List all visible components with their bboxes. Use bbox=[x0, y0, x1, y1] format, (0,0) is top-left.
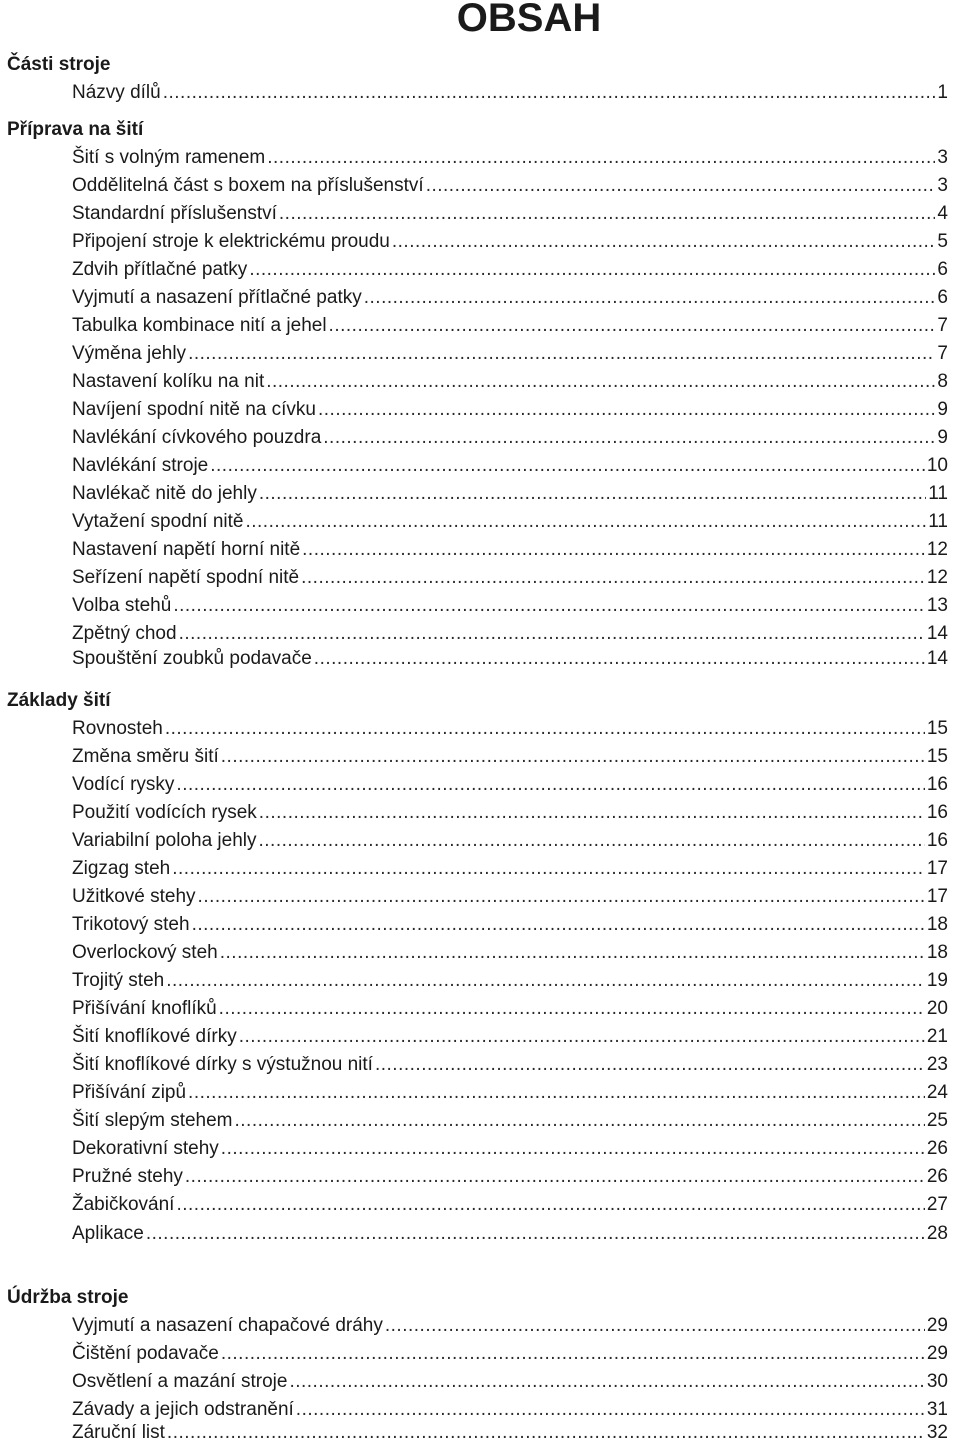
dot-leader bbox=[259, 800, 925, 826]
toc-entry-label: Trojitý steh bbox=[72, 970, 165, 991]
toc-entry-label: Nastavení kolíku na nit bbox=[72, 371, 265, 392]
toc-entry[interactable] bbox=[72, 621, 948, 647]
dot-leader bbox=[266, 369, 935, 395]
toc-entry-page: 32 bbox=[926, 1422, 948, 1443]
toc-entry[interactable] bbox=[72, 1052, 948, 1078]
toc-entry-label: Navíjení spodní nitě na cívku bbox=[72, 399, 316, 420]
toc-entry-page: 8 bbox=[937, 371, 948, 392]
toc-entry-page: 15 bbox=[926, 718, 948, 739]
toc-entry-label: Výměna jehly bbox=[72, 343, 187, 364]
dot-leader bbox=[314, 646, 925, 672]
dot-leader bbox=[221, 1341, 925, 1367]
toc-entry[interactable] bbox=[72, 1192, 948, 1218]
dot-leader bbox=[239, 1024, 925, 1050]
dot-leader bbox=[249, 257, 935, 283]
toc-entry[interactable] bbox=[72, 744, 948, 770]
dot-leader bbox=[172, 856, 925, 882]
toc-entry-label: Záruční list bbox=[72, 1422, 165, 1443]
dot-leader bbox=[318, 397, 935, 423]
toc-entry-page: 13 bbox=[926, 595, 948, 616]
toc-entry[interactable] bbox=[72, 1080, 948, 1106]
dot-leader bbox=[302, 537, 925, 563]
toc-entry[interactable] bbox=[72, 646, 948, 672]
toc-entry-page: 20 bbox=[926, 998, 948, 1019]
toc-entry[interactable] bbox=[72, 940, 948, 966]
section-heading-zaklady-siti: Základy šití bbox=[7, 690, 111, 711]
dot-leader bbox=[220, 940, 925, 966]
dot-leader bbox=[329, 313, 936, 339]
toc-entry[interactable] bbox=[72, 397, 948, 423]
toc-entry[interactable] bbox=[72, 537, 948, 563]
dot-leader bbox=[364, 285, 936, 311]
toc-entry-label: Šití s volným ramenem bbox=[72, 147, 266, 168]
toc-entry-page: 28 bbox=[926, 1223, 948, 1244]
dot-leader bbox=[165, 716, 925, 742]
toc-entry-page: 15 bbox=[926, 746, 948, 767]
toc-entry[interactable] bbox=[72, 313, 948, 339]
toc-entry-label: Vytažení spodní nitě bbox=[72, 511, 244, 532]
toc-entry-label: Přišívání zipů bbox=[72, 1082, 187, 1103]
toc-entry-label: Navlékač nitě do jehly bbox=[72, 483, 257, 504]
toc-entry-label: Aplikace bbox=[72, 1223, 144, 1244]
toc-entry-label: Trikotový steh bbox=[72, 914, 190, 935]
dot-leader bbox=[188, 1080, 925, 1106]
toc-entry[interactable] bbox=[72, 565, 948, 591]
dot-leader bbox=[176, 772, 924, 798]
toc-entry-label: Seřízení napětí spodní nitě bbox=[72, 567, 300, 588]
dot-leader bbox=[259, 481, 926, 507]
toc-entry-label: Změna směru šití bbox=[72, 746, 219, 767]
toc-entry-page: 4 bbox=[937, 203, 948, 224]
toc-entry-page: 9 bbox=[937, 399, 948, 420]
toc-entry-page: 26 bbox=[926, 1138, 948, 1159]
toc-entry-page: 10 bbox=[926, 455, 948, 476]
toc-entry-label: Volba stehů bbox=[72, 595, 172, 616]
dot-leader bbox=[198, 884, 925, 910]
toc-entry[interactable] bbox=[72, 1369, 948, 1395]
toc-entry[interactable] bbox=[72, 593, 948, 619]
toc-entry-page: 17 bbox=[926, 858, 948, 879]
toc-entry-page: 3 bbox=[937, 147, 948, 168]
toc-entry-page: 7 bbox=[937, 315, 948, 336]
dot-leader bbox=[235, 1108, 925, 1134]
dot-leader bbox=[426, 173, 936, 199]
toc-entry[interactable] bbox=[72, 201, 948, 227]
toc-entry-label: Tabulka kombinace nití a jehel bbox=[72, 315, 327, 336]
toc-entry-page: 30 bbox=[926, 1371, 948, 1392]
toc-entry-label: Přišívání knoflíků bbox=[72, 998, 217, 1019]
toc-entry[interactable] bbox=[72, 369, 948, 395]
toc-entry[interactable] bbox=[72, 716, 948, 742]
toc-entry-page: 16 bbox=[926, 830, 948, 851]
toc-entry-page: 23 bbox=[926, 1054, 948, 1075]
toc-entry-label: Zdvih přítlačné patky bbox=[72, 259, 248, 280]
dot-leader bbox=[375, 1052, 925, 1078]
toc-entry[interactable] bbox=[72, 285, 948, 311]
dot-leader bbox=[221, 744, 925, 770]
toc-entry-page: 27 bbox=[926, 1194, 948, 1215]
toc-entry[interactable] bbox=[72, 425, 948, 451]
dot-leader bbox=[301, 565, 925, 591]
toc-entry-label: Dekorativní stehy bbox=[72, 1138, 219, 1159]
toc-entry[interactable] bbox=[72, 453, 948, 479]
toc-entry-page: 3 bbox=[937, 175, 948, 196]
dot-leader bbox=[188, 341, 935, 367]
toc-entry-label: Vyjmutí a nasazení přítlačné patky bbox=[72, 287, 362, 308]
toc-entry-page: 18 bbox=[926, 942, 948, 963]
toc-entry[interactable] bbox=[72, 800, 948, 826]
toc-entry-page: 14 bbox=[926, 648, 948, 669]
toc-entry[interactable] bbox=[72, 173, 948, 199]
toc-entry-label: Připojení stroje k elektrickému proudu bbox=[72, 231, 390, 252]
toc-entry-label: Použití vodících rysek bbox=[72, 802, 257, 823]
dot-leader bbox=[210, 453, 925, 479]
toc-entry-label: Zpětný chod bbox=[72, 623, 177, 644]
dot-leader bbox=[185, 1164, 925, 1190]
dot-leader bbox=[259, 828, 925, 854]
dot-leader bbox=[163, 80, 936, 106]
toc-entry-page: 19 bbox=[926, 970, 948, 991]
toc-entry-page: 16 bbox=[926, 802, 948, 823]
dot-leader bbox=[267, 145, 935, 171]
toc-entry[interactable] bbox=[72, 229, 948, 255]
toc-entry[interactable] bbox=[72, 996, 948, 1022]
toc-entry-label: Navlékání cívkového pouzdra bbox=[72, 427, 322, 448]
toc-entry-label: Zigzag steh bbox=[72, 858, 171, 879]
toc-entry-label: Závady a jejich odstranění bbox=[72, 1399, 294, 1420]
toc-entry-label: Názvy dílů bbox=[72, 82, 161, 103]
toc-entry-label: Šití slepým stehem bbox=[72, 1110, 233, 1131]
toc-entry[interactable] bbox=[72, 341, 948, 367]
toc-entry-page: 31 bbox=[926, 1399, 948, 1420]
section-heading-casti-stroje: Části stroje bbox=[7, 54, 111, 75]
toc-entry-page: 12 bbox=[926, 567, 948, 588]
toc-entry[interactable] bbox=[72, 968, 948, 994]
toc-entry[interactable] bbox=[72, 145, 948, 171]
toc-entry[interactable] bbox=[72, 1221, 948, 1247]
dot-leader bbox=[166, 968, 925, 994]
dot-leader bbox=[392, 229, 936, 255]
toc-entry-label: Nastavení napětí horní nitě bbox=[72, 539, 301, 560]
toc-entry-label: Oddělitelná část s boxem na příslušenství bbox=[72, 175, 424, 196]
toc-entry[interactable] bbox=[72, 257, 948, 283]
toc-entry-page: 18 bbox=[926, 914, 948, 935]
toc-entry[interactable] bbox=[72, 1136, 948, 1162]
toc-entry-label: Osvětlení a mazání stroje bbox=[72, 1371, 288, 1392]
toc-entry-page: 14 bbox=[926, 623, 948, 644]
dot-leader bbox=[179, 621, 925, 647]
toc-entry[interactable] bbox=[72, 1341, 948, 1367]
toc-entry-label: Čištění podavače bbox=[72, 1343, 219, 1364]
dot-leader bbox=[219, 996, 925, 1022]
toc-entry-page: 6 bbox=[937, 287, 948, 308]
toc-entry-page: 5 bbox=[937, 231, 948, 252]
toc-entry-label: Rovnosteh bbox=[72, 718, 163, 739]
section-heading-priprava-na-siti: Příprava na šití bbox=[7, 119, 144, 140]
toc-entry-label: Variabilní poloha jehly bbox=[72, 830, 257, 851]
toc-entry-page: 9 bbox=[937, 427, 948, 448]
dot-leader bbox=[146, 1221, 925, 1247]
toc-entry-label: Spouštění zoubků podavače bbox=[72, 648, 312, 669]
toc-entry-page: 16 bbox=[926, 774, 948, 795]
toc-entry[interactable] bbox=[72, 772, 948, 798]
toc-entry[interactable] bbox=[72, 1313, 948, 1339]
dot-leader bbox=[279, 201, 936, 227]
toc-entry-page: 7 bbox=[937, 343, 948, 364]
dot-leader bbox=[173, 593, 925, 619]
dot-leader bbox=[323, 425, 935, 451]
dot-leader bbox=[167, 1420, 925, 1446]
toc-entry-page: 26 bbox=[926, 1166, 948, 1187]
toc-entry-page: 1 bbox=[937, 82, 948, 103]
toc-entry-label: Vyjmutí a nasazení chapačové dráhy bbox=[72, 1315, 383, 1336]
toc-entry-page: 17 bbox=[926, 886, 948, 907]
page-title: OBSAH bbox=[456, 0, 602, 40]
toc-entry-page: 6 bbox=[937, 259, 948, 280]
toc-entry-label: Pružné stehy bbox=[72, 1166, 183, 1187]
dot-leader bbox=[289, 1369, 924, 1395]
toc-entry-label: Šití knoflíkové dírky s výstužnou nití bbox=[72, 1054, 373, 1075]
toc-entry[interactable] bbox=[72, 481, 948, 507]
toc-entry-page: 25 bbox=[926, 1110, 948, 1131]
toc-entry[interactable] bbox=[72, 912, 948, 938]
dot-leader bbox=[385, 1313, 925, 1339]
toc-entry-page: 29 bbox=[926, 1343, 948, 1364]
section-heading-udrzba-stroje: Údržba stroje bbox=[7, 1287, 129, 1308]
dot-leader bbox=[245, 509, 926, 535]
toc-entry-label: Užitkové stehy bbox=[72, 886, 196, 907]
toc-entry-page: 24 bbox=[926, 1082, 948, 1103]
dot-leader bbox=[192, 912, 925, 938]
toc-entry-label: Overlockový steh bbox=[72, 942, 218, 963]
toc-entry[interactable] bbox=[72, 1024, 948, 1050]
toc-entry[interactable] bbox=[72, 80, 948, 106]
dot-leader bbox=[176, 1192, 924, 1218]
toc-entry-page: 21 bbox=[926, 1026, 948, 1047]
toc-entry-label: Žabičkování bbox=[72, 1194, 175, 1215]
toc-entry-page: 29 bbox=[926, 1315, 948, 1336]
toc-entry-label: Navlékání stroje bbox=[72, 455, 209, 476]
toc-entry-page: 12 bbox=[926, 539, 948, 560]
toc-entry[interactable] bbox=[72, 828, 948, 854]
toc-entry[interactable] bbox=[72, 509, 948, 535]
toc-entry-label: Vodící rysky bbox=[72, 774, 175, 795]
toc-entry-page: 11 bbox=[928, 483, 948, 504]
toc-entry[interactable] bbox=[72, 856, 948, 882]
toc-entry[interactable] bbox=[72, 884, 948, 910]
toc-entry-page: 11 bbox=[928, 511, 948, 532]
toc-entry-label: Standardní příslušenství bbox=[72, 203, 277, 224]
toc-entry-label: Šití knoflíkové dírky bbox=[72, 1026, 237, 1047]
toc-entry[interactable] bbox=[72, 1420, 948, 1446]
toc-entry[interactable] bbox=[72, 1164, 948, 1190]
dot-leader bbox=[221, 1136, 925, 1162]
toc-entry[interactable] bbox=[72, 1108, 948, 1134]
